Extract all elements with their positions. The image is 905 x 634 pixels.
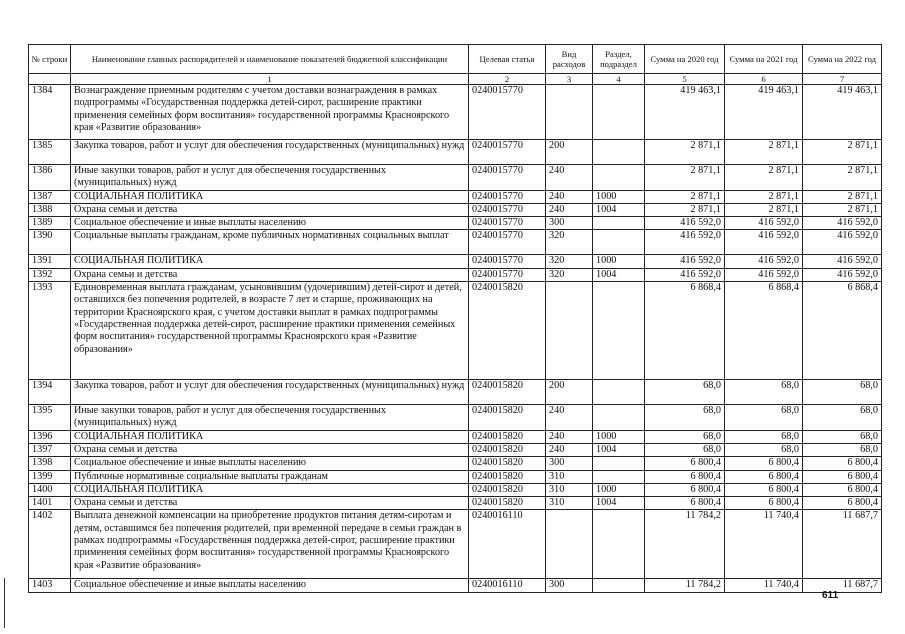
row-type: 320 [546,230,593,255]
column-number [29,74,71,85]
table-row [29,405,882,431]
row-number: 1393 [29,282,71,380]
row-section: 1004 [593,268,645,281]
row-section [593,380,645,405]
row-sum-2020: 416 592,0 [645,268,725,281]
row-sum-2021: 416 592,0 [725,268,803,281]
row-number: 1386 [29,165,71,191]
row-sum-2022: 2 871,1 [803,203,882,216]
row-sum-2022: 68,0 [803,405,882,431]
table-row [29,510,882,579]
row-target: 0240015770 [469,140,546,165]
row-section [593,230,645,255]
row-type: 300 [546,457,593,470]
row-sum-2020: 2 871,1 [645,165,725,191]
row-sum-2021: 2 871,1 [725,140,803,165]
row-number: 1398 [29,457,71,470]
row-name: Охрана семьи и детства [71,443,469,456]
row-number: 1385 [29,140,71,165]
row-sum-2021: 416 592,0 [725,230,803,255]
table-row [29,190,882,203]
row-sum-2021: 2 871,1 [725,203,803,216]
row-name: Иные закупки товаров, работ и услуг для обеспечения государственных (муниципальных) нужд [71,405,469,431]
row-sum-2021: 419 463,1 [725,85,803,140]
row-sum-2020: 6 800,4 [645,483,725,496]
row-number: 1391 [29,255,71,268]
row-sum-2022: 68,0 [803,430,882,443]
row-target: 0240016110 [469,579,546,592]
table-row [29,230,882,255]
row-type: 240 [546,190,593,203]
row-section [593,165,645,191]
row-name: Охрана семьи и детства [71,497,469,510]
row-sum-2021: 6 800,4 [725,457,803,470]
row-number: 1400 [29,483,71,496]
row-name: Выплата денежной компенсации на приобретение продуктов питания детям-сиротам и детям, оставшимся без попечения родителей, при временной передаче в семьи граждан в рамках подпрограммы «Государственная поддержка детей-сирот, расширение практики применения семейных форм воспитания» государственной программы Красноярского края «Развитие образования» [71,510,469,579]
table-row [29,140,882,165]
row-sum-2020: 68,0 [645,380,725,405]
table-row [29,443,882,456]
page-number: 611 [822,590,839,601]
row-sum-2020: 6 800,4 [645,497,725,510]
table-row [29,203,882,216]
row-name: Социальное обеспечение и иные выплаты населению [71,457,469,470]
table-row [29,85,882,140]
row-number: 1402 [29,510,71,579]
row-section [593,217,645,230]
row-section: 1000 [593,190,645,203]
row-sum-2022: 11 687,7 [803,510,882,579]
row-sum-2021: 416 592,0 [725,255,803,268]
row-target: 0240015820 [469,380,546,405]
row-target: 0240015820 [469,282,546,380]
header-type: Вид расходов [546,45,593,74]
column-number: 2 [469,74,546,85]
column-number: 7 [803,74,882,85]
row-section [593,282,645,380]
table-row [29,380,882,405]
row-number: 1401 [29,497,71,510]
table-row [29,470,882,483]
row-number: 1392 [29,268,71,281]
row-sum-2022: 6 800,4 [803,483,882,496]
row-target: 0240015820 [469,497,546,510]
table-row [29,282,882,380]
row-sum-2021: 6 800,4 [725,497,803,510]
header-row-no: № строки [29,45,71,74]
table-row [29,430,882,443]
row-type: 300 [546,217,593,230]
row-sum-2020: 11 784,2 [645,510,725,579]
row-sum-2022: 2 871,1 [803,165,882,191]
row-type: 320 [546,255,593,268]
row-sum-2022: 416 592,0 [803,268,882,281]
row-name: Социальные выплаты гражданам, кроме публичных нормативных социальных выплат [71,230,469,255]
row-name: Социальное обеспечение и иные выплаты населению [71,579,469,592]
row-type [546,282,593,380]
row-section: 1000 [593,255,645,268]
row-type: 200 [546,140,593,165]
row-number: 1394 [29,380,71,405]
row-type: 310 [546,483,593,496]
row-target: 0240015770 [469,217,546,230]
row-name: Публичные нормативные социальные выплаты гражданам [71,470,469,483]
row-sum-2020: 6 800,4 [645,457,725,470]
row-number: 1390 [29,230,71,255]
row-sum-2020: 2 871,1 [645,190,725,203]
row-sum-2020: 68,0 [645,405,725,431]
row-section [593,405,645,431]
row-type: 200 [546,380,593,405]
row-section [593,510,645,579]
column-number: 3 [546,74,593,85]
row-section [593,140,645,165]
row-type: 240 [546,405,593,431]
row-sum-2022: 11 687,7 [803,579,882,592]
budget-table [28,44,882,593]
row-type: 240 [546,165,593,191]
row-target: 0240015770 [469,268,546,281]
table-row [29,579,882,592]
row-number: 1384 [29,85,71,140]
row-number: 1403 [29,579,71,592]
row-section: 1004 [593,203,645,216]
row-sum-2020: 416 592,0 [645,255,725,268]
row-type: 310 [546,497,593,510]
header-sum-2021: Сумма на 2021 год [725,45,803,74]
row-sum-2020: 2 871,1 [645,203,725,216]
row-name: Иные закупки товаров, работ и услуг для обеспечения государственных (муниципальных) нужд [71,165,469,191]
column-number: 6 [725,74,803,85]
row-number: 1395 [29,405,71,431]
row-name: Охрана семьи и детства [71,268,469,281]
row-section: 1004 [593,497,645,510]
row-sum-2020: 68,0 [645,443,725,456]
table-row [29,483,882,496]
row-sum-2021: 6 868,4 [725,282,803,380]
header-section: Раздел, подраздел [593,45,645,74]
row-type [546,510,593,579]
row-sum-2020: 419 463,1 [645,85,725,140]
row-target: 0240015770 [469,203,546,216]
header-row [29,45,882,74]
row-type [546,85,593,140]
margin-line [4,578,5,628]
row-name: Вознаграждение приемным родителям с учетом доставки вознаграждения в рамках подпрограммы «Государственная поддержка детей-сирот, расширение практики применения семейных форм воспитания» государственной программы Красноярского края «Развитие образования» [71,85,469,140]
row-name: Единовременная выплата гражданам, усыновившим (удочерившим) детей-сирот и детей, оставшихся без попечения родителей, в возрасте 7 лет и старше, проживающих на территории Красноярского края, с учетом доставки выплат в рамках подпрограммы «Государственная поддержка детей-сирот, расширение практики применения семейных форм воспитания» государственной программы Красноярского края «Развитие образования» [71,282,469,380]
row-target: 0240015770 [469,230,546,255]
row-sum-2020: 6 868,4 [645,282,725,380]
row-section: 1000 [593,483,645,496]
row-sum-2022: 6 868,4 [803,282,882,380]
row-name: СОЦИАЛЬНАЯ ПОЛИТИКА [71,483,469,496]
row-target: 0240015770 [469,190,546,203]
row-type: 240 [546,430,593,443]
row-name: Охрана семьи и детства [71,203,469,216]
row-sum-2022: 68,0 [803,380,882,405]
table-row [29,217,882,230]
row-sum-2021: 68,0 [725,443,803,456]
table-row [29,457,882,470]
header-sum-2020: Сумма на 2020 год [645,45,725,74]
row-sum-2022: 68,0 [803,443,882,456]
row-sum-2021: 6 800,4 [725,483,803,496]
row-sum-2021: 416 592,0 [725,217,803,230]
row-type: 320 [546,268,593,281]
row-name: СОЦИАЛЬНАЯ ПОЛИТИКА [71,190,469,203]
row-type: 310 [546,470,593,483]
row-name: СОЦИАЛЬНАЯ ПОЛИТИКА [71,430,469,443]
row-target: 0240016110 [469,510,546,579]
header-sum-2022: Сумма на 2022 год [803,45,882,74]
row-number: 1387 [29,190,71,203]
row-target: 0240015820 [469,457,546,470]
row-number: 1388 [29,203,71,216]
row-sum-2020: 416 592,0 [645,230,725,255]
row-section [593,470,645,483]
row-section: 1000 [593,430,645,443]
column-number: 5 [645,74,725,85]
row-number: 1389 [29,217,71,230]
row-target: 0240015770 [469,165,546,191]
table-row [29,255,882,268]
row-name: Закупка товаров, работ и услуг для обеспечения государственных (муниципальных) нужд [71,140,469,165]
column-number-row [29,74,882,85]
row-sum-2022: 6 800,4 [803,457,882,470]
row-target: 0240015820 [469,483,546,496]
row-sum-2022: 416 592,0 [803,230,882,255]
row-sum-2020: 6 800,4 [645,470,725,483]
row-sum-2022: 2 871,1 [803,140,882,165]
header-target: Целевая статья [469,45,546,74]
row-sum-2022: 6 800,4 [803,470,882,483]
column-number: 1 [71,74,469,85]
row-section [593,579,645,592]
row-sum-2020: 11 784,2 [645,579,725,592]
row-number: 1396 [29,430,71,443]
row-sum-2022: 416 592,0 [803,217,882,230]
row-sum-2021: 11 740,4 [725,510,803,579]
table-row [29,497,882,510]
row-sum-2020: 2 871,1 [645,140,725,165]
row-sum-2020: 416 592,0 [645,217,725,230]
row-name: Социальное обеспечение и иные выплаты населению [71,217,469,230]
row-name: СОЦИАЛЬНАЯ ПОЛИТИКА [71,255,469,268]
row-sum-2021: 11 740,4 [725,579,803,592]
row-sum-2022: 416 592,0 [803,255,882,268]
row-section: 1004 [593,443,645,456]
row-sum-2020: 68,0 [645,430,725,443]
row-number: 1399 [29,470,71,483]
table-row [29,165,882,191]
row-sum-2022: 2 871,1 [803,190,882,203]
column-number: 4 [593,74,645,85]
row-sum-2022: 419 463,1 [803,85,882,140]
row-target: 0240015820 [469,443,546,456]
row-target: 0240015820 [469,430,546,443]
row-target: 0240015770 [469,85,546,140]
row-sum-2022: 6 800,4 [803,497,882,510]
header-name: Наименование главных распорядителей и наименование показателей бюджетной классификации [71,45,469,74]
row-target: 0240015820 [469,470,546,483]
row-sum-2021: 68,0 [725,430,803,443]
row-number: 1397 [29,443,71,456]
row-sum-2021: 68,0 [725,405,803,431]
row-name: Закупка товаров, работ и услуг для обеспечения государственных (муниципальных) нужд [71,380,469,405]
row-target: 0240015820 [469,405,546,431]
row-sum-2021: 68,0 [725,380,803,405]
row-section [593,85,645,140]
table-row [29,268,882,281]
row-target: 0240015770 [469,255,546,268]
row-sum-2021: 2 871,1 [725,190,803,203]
row-type: 240 [546,443,593,456]
row-sum-2021: 6 800,4 [725,470,803,483]
row-type: 300 [546,579,593,592]
row-section [593,457,645,470]
row-sum-2021: 2 871,1 [725,165,803,191]
row-type: 240 [546,203,593,216]
